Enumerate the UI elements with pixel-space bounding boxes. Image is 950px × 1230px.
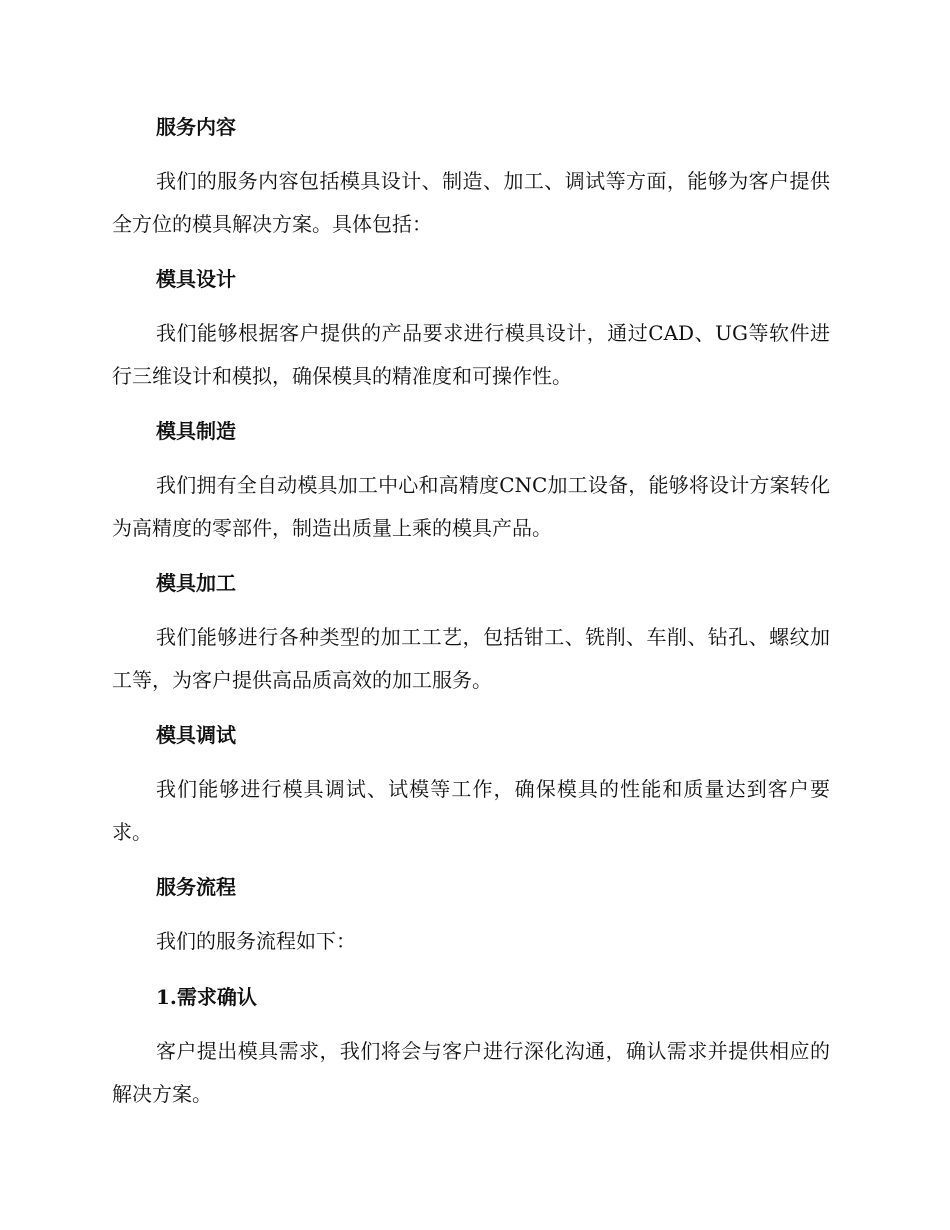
section-heading-requirement-confirmation: 1.需求确认 [156, 985, 257, 1009]
section-body-service-content: 我们的服务内容包括模具设计、制造、加工、调试等方面，能够为客户提供全方位的模具解决方案。具体包括： [112, 169, 830, 236]
section-body-mold-manufacturing: 我们拥有全自动模具加工中心和高精度CNC加工设备，能够将设计方案转化为高精度的零部件，制造出质量上乘的模具产品。 [112, 473, 830, 540]
section-heading-mold-processing: 模具加工 [156, 571, 236, 595]
section-body-service-process: 我们的服务流程如下： [156, 929, 356, 953]
section-body-mold-design: 我们能够根据客户提供的产品要求进行模具设计，通过CAD、UG等软件进行三维设计和模拟，确保模具的精准度和可操作性。 [112, 321, 830, 388]
section-body-mold-processing: 我们能够进行各种类型的加工工艺，包括钳工、铣削、车削、钻孔、螺纹加工等，为客户提供高品质高效的加工服务。 [112, 625, 830, 692]
section-body-requirement-confirmation: 客户提出模具需求，我们将会与客户进行深化沟通，确认需求并提供相应的解决方案。 [112, 1039, 830, 1106]
section-heading-service-process: 服务流程 [156, 875, 236, 899]
section-heading-mold-design: 模具设计 [156, 267, 236, 291]
section-body-mold-debugging: 我们能够进行模具调试、试模等工作，确保模具的性能和质量达到客户要求。 [112, 777, 830, 844]
section-heading-mold-debugging: 模具调试 [156, 723, 236, 747]
section-heading-mold-manufacturing: 模具制造 [156, 419, 236, 443]
section-heading-service-content: 服务内容 [156, 115, 236, 139]
